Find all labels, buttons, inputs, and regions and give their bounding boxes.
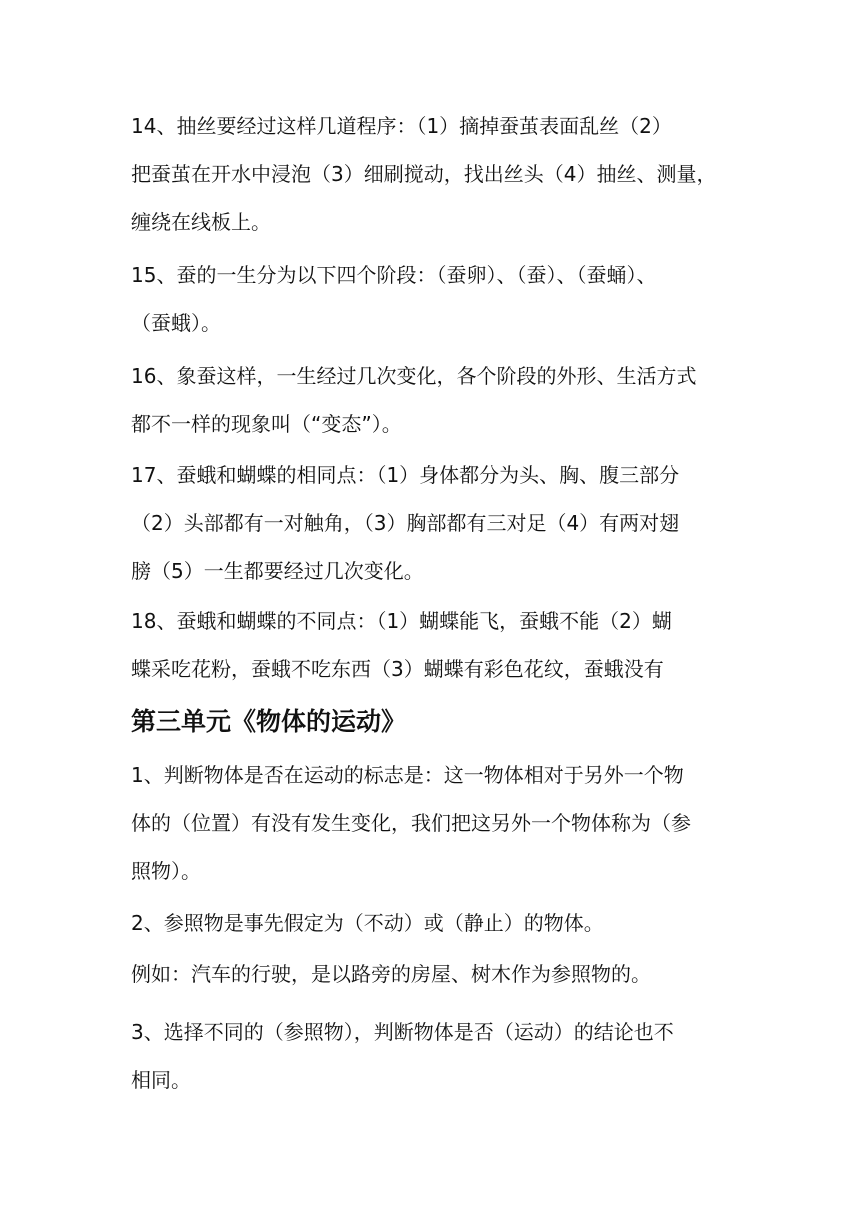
paragraph-line: 体的（位置）有没有发生变化，我们把这另外一个物体称为（参 [131,811,691,835]
paragraph-line: （蚕蛾）。 [131,311,221,335]
paragraph-line: （2）头部都有一对触角，（3）胸部都有三对足（4）有两对翅 [131,511,680,535]
paragraph-3 [131,1008,743,1104]
paragraph-line: 3、选择不同的（参照物），判断物体是否（运动）的结论也不 [131,1020,674,1044]
paragraph-line: 照物）。 [131,859,201,883]
paragraph-line: 17、蚕蛾和蝴蝶的相同点：（1）身体都分为头、胸、腹三部分 [131,463,680,487]
paragraph-2 [131,899,743,947]
paragraph-14 [131,102,743,246]
paragraph-line: 把蚕茧在开水中浸泡（3）细刷搅动，找出丝头（4）抽丝、测量， [131,162,717,186]
paragraph-line: 都不一样的现象叫（“变态”）。 [131,412,402,436]
paragraph-line: 例如：汽车的行驶，是以路旁的房屋、树木作为参照物的。 [131,962,651,986]
paragraph-1 [131,751,743,895]
paragraph-line: 2、参照物是事先假定为（不动）或（静止）的物体。 [131,911,604,935]
example-paragraph [131,950,743,998]
paragraph-line: 相同。 [131,1068,191,1092]
paragraph-16 [131,352,743,448]
section-heading: 第三单元《物体的运动》 [131,707,407,736]
paragraph-line: 缠绕在线板上。 [131,210,271,234]
paragraph-line: 15、蚕的一生分为以下四个阶段：（蚕卵）、（蚕）、（蚕蛹）、 [131,263,657,287]
paragraph-line: 蝶采吃花粉，蚕蛾不吃东西（3）蝴蝶有彩色花纹，蚕蛾没有 [131,657,664,681]
paragraph-17 [131,451,743,595]
paragraph-line: 16、象蚕这样，一生经过几次变化，各个阶段的外形、生活方式 [131,364,697,388]
paragraph-18 [131,597,743,693]
paragraph-15 [131,251,743,347]
paragraph-line: 膀（5）一生都要经过几次变化。 [131,559,424,583]
paragraph-line: 1、判断物体是否在运动的标志是：这一物体相对于另外一个物 [131,763,684,787]
paragraph-line: 18、蚕蛾和蝴蝶的不同点：（1）蝴蝶能飞，蚕蛾不能（2）蝴 [131,609,672,633]
paragraph-line: 14、抽丝要经过这样几道程序：（1）摘掉蚕茧表面乱丝（2） [131,114,672,138]
